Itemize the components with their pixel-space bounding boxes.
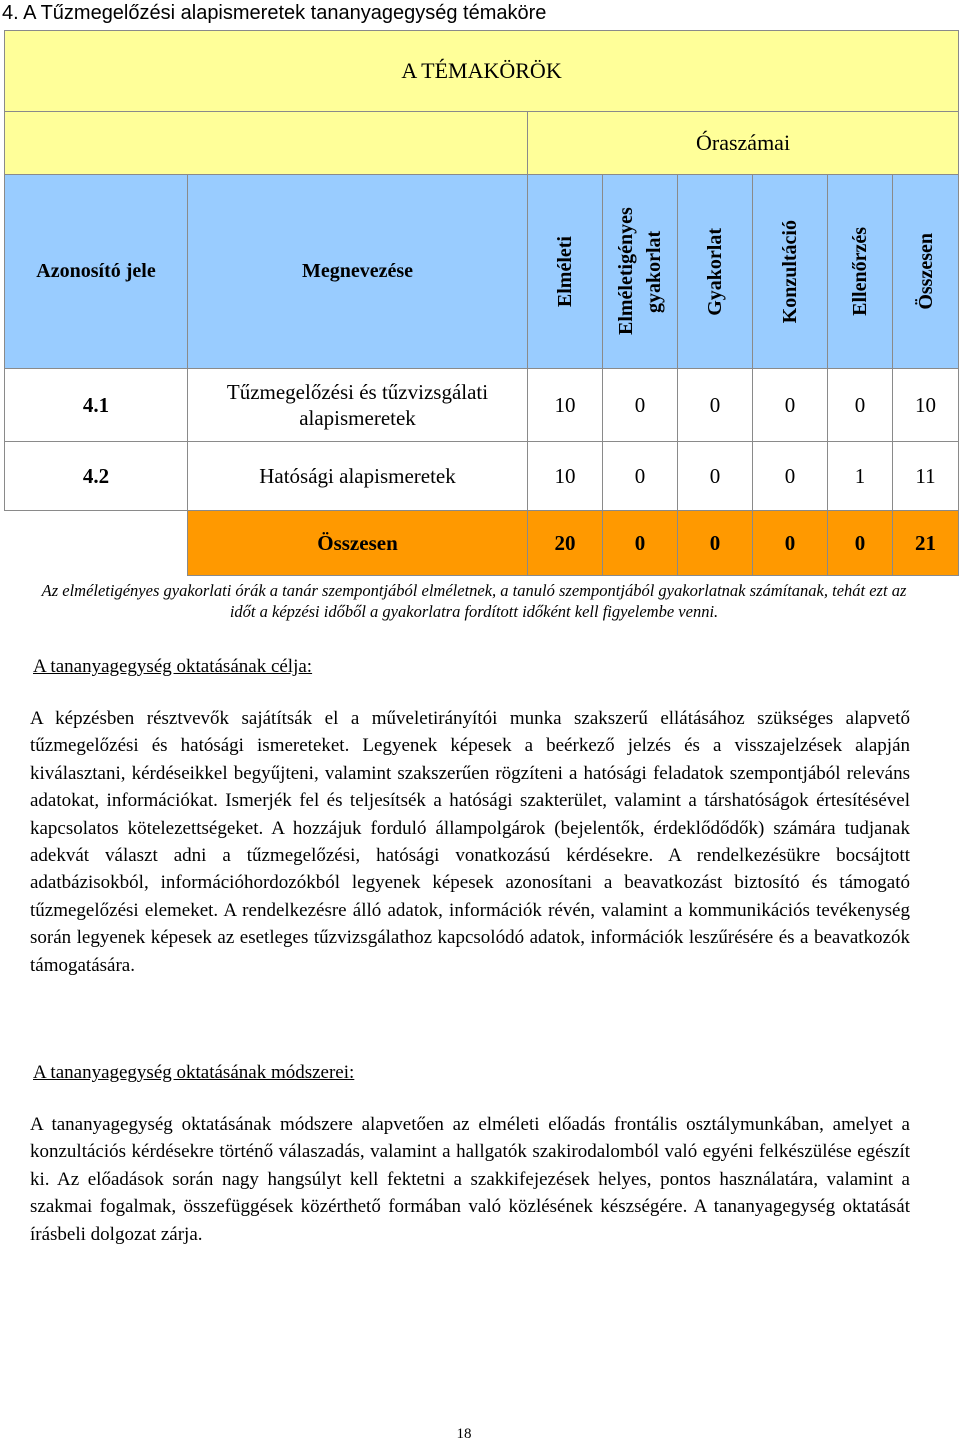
header-konzultacio: Konzultáció <box>753 175 828 369</box>
table-row <box>5 442 959 511</box>
total-row <box>5 511 959 576</box>
header-osszesen: Összesen <box>893 175 959 369</box>
table-title: A TÉMAKÖRÖK <box>5 31 959 112</box>
row-id: 4.1 <box>5 369 188 442</box>
total-value: 20 <box>528 511 603 576</box>
row-value: 10 <box>528 369 603 442</box>
row-value: 1 <box>828 442 893 511</box>
header-elmeleti: Elméleti <box>528 175 603 369</box>
row-name: Hatósági alapismeretek <box>188 442 528 511</box>
row-value: 0 <box>753 442 828 511</box>
table-row <box>5 369 959 442</box>
table-header-spacer <box>5 112 528 175</box>
total-value: 0 <box>678 511 753 576</box>
row-value: 10 <box>893 369 959 442</box>
methods-title: A tananyagegység oktatásának módszerei: <box>33 1062 355 1083</box>
total-value: 0 <box>753 511 828 576</box>
total-value: 0 <box>828 511 893 576</box>
table-note: Az elméletigényes gyakorlati órák a tanár szempontjából elméletnek, a tanuló szempontjából gyakorlatnak számítanak, tehát ezt az időt a képzési időből a gyakorlatra fordított időként kell figyelembe venni. <box>41 581 907 621</box>
page-number: 18 <box>456 1426 472 1442</box>
goal-paragraph: A képzésben résztvevők sajátítsák el a műveletirányítói munka szakszerű ellátásához szükséges alapvető tűzmegelőzési és hatósági ismereteket. Legyenek képesek a beérkező jelzés és a visszajelzések alapján kiválasztani, kérdéseikkel begyűjteni, valamint szakszerűen rögzíteni a hatósági feladatok szempontjából releváns adatokat, információkat. Ismerjék fel és teljesítsék a hatósági szakterület, valamint a társhatóságok értesítésével kapcsolatos kötelezettségeket. A hozzájuk forduló állampolgárok (bejelentők, érdeklődődők) számára tudjanak adekvát választ adni a tűzmegelőzési, hatósági vonatkozású kérdésekre. A rendelkezésükre bocsájtott adatbázisokból, információhordozókból legyenek képesek azonosítani a beavatkozást biztosító és támogató tűzmegelőzési elemeket. A rendelkezésre álló adatok, információk révén, valamint a kommunikációs tevékenység során legyenek képesek az esetleges tűzvizsgálathoz kapcsolódó adatok, információk leszűrésére és a beavatkozók támogatására. <box>30 708 910 976</box>
header-ellenorzes: Ellenőrzés <box>828 175 893 369</box>
row-value: 0 <box>678 442 753 511</box>
total-spacer <box>5 511 188 576</box>
total-value: 21 <box>893 511 959 576</box>
header-name: Megnevezése <box>188 175 528 369</box>
table-subtitle: Óraszámai <box>528 112 959 175</box>
row-value: 0 <box>603 369 678 442</box>
total-label: Összesen <box>188 511 528 576</box>
row-id: 4.2 <box>5 442 188 511</box>
header-elmeletigenyes: Elméletigényes gyakorlat <box>603 175 678 369</box>
row-value: 0 <box>753 369 828 442</box>
row-value: 10 <box>528 442 603 511</box>
methods-paragraph: A tananyagegység oktatásának módszere alapvetően az elméleti előadás frontális osztálymunkában, amelyet a konzultációs kérdésekre történő válaszadás, valamint a hallgatók szakirodalomból való egyéni felkészülése egészít ki. Az előadások során nagy hangsúlyt kell fektetni a szakkifejezések helyes, pontos használatára, valamint a szakmai fogalmak, összefüggések közérthető formában való közlésének készségére. A tananyagegység oktatását írásbeli dolgozat zárja. <box>30 1114 910 1245</box>
row-name: Tűzmegelőzési és tűzvizsgálati alapismeretek <box>188 369 528 442</box>
section-heading: 4. A Tűzmegelőzési alapismeretek tananyagegység témaköre <box>2 2 547 24</box>
row-value: 0 <box>828 369 893 442</box>
header-gyakorlat: Gyakorlat <box>678 175 753 369</box>
goal-title: A tananyagegység oktatásának célja: <box>33 656 313 677</box>
topics-table <box>4 30 959 576</box>
row-value: 11 <box>893 442 959 511</box>
header-id: Azonosító jele <box>5 175 188 369</box>
total-value: 0 <box>603 511 678 576</box>
row-value: 0 <box>678 369 753 442</box>
row-value: 0 <box>603 442 678 511</box>
